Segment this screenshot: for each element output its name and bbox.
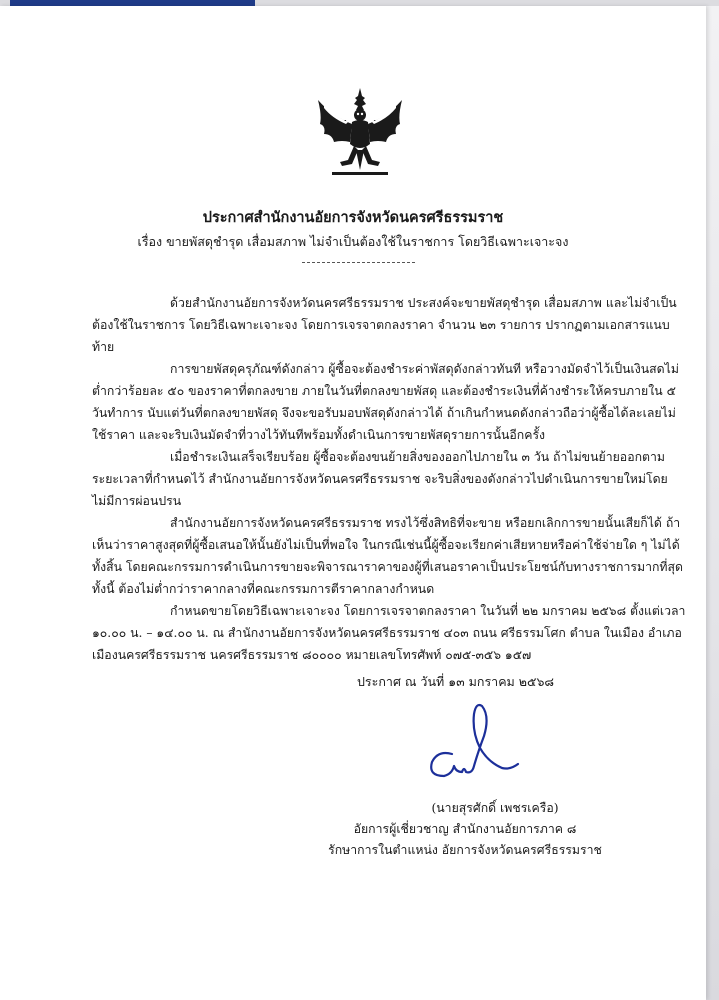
announcement-body [92, 292, 686, 666]
handwritten-signature [418, 696, 528, 786]
body-paragraph: การขายพัสดุครุภัณฑ์ดังกล่าว ผู้ซื้อจะต้องชำระค่าพัสดุดังกล่าวทันที หรือวางมัดจำไว้เป็นเงินสดไม่ต่ำกว่าร้อยละ ๕๐ ของราคาที่ตกลงขาย ภายในวันที่ตกลงขายพัสดุ และต้องชำระเงินที่ค้างชำระให้ครบภายใน ๕ วันทำการ นับแต่วันที่ตกลงขายพัสดุ จึงจะขอรับมอบพัสดุดังกล่าวได้ ถ้าเกินกำหนดดังกล่าวถือว่าผู้ซื้อได้ละเลยไม่ใช้ราคา และจะริบเงินมัดจำที่วางไว้ทันทีพร้อมทั้งดำเนินการขายพัสดุรายการนั้นอีกครั้ง [92, 362, 679, 442]
announcement-date: ประกาศ ณ วันที่ ๑๓ มกราคม ๒๕๖๘ [357, 674, 555, 689]
announcement-title: ประกาศสำนักงานอัยการจังหวัดนครศรีธรรมราช [202, 209, 504, 226]
body-paragraph: สำนักงานอัยการจังหวัดนครศรีธรรมราช ทรงไว้ซึ่งสิทธิที่จะขาย หรือยกเลิกการขายนั้นเสียก็ได้ ถ้าเห็นว่าราคาสูงสุดที่ผู้ซื้อเสนอให้นั้นยังไม่เป็นที่พอใจ ในกรณีเช่นนี้ผู้ซื้อจะเรียกค่าเสียหายหรือค่าใช้จ่ายใด ๆ ไม่ได้ทั้งสิ้น โดยคณะกรรมการดำเนินการขายจะพิจารณาราคาของผู้ที่เสนอราคาเป็นประโยชน์กับทางราชการมากที่สุด ทั้งนี้ ต้องไม่ต่ำกว่าราคากลางที่คณะกรรมการตีราคากลางกำหนด [92, 516, 684, 596]
body-paragraph: ด้วยสำนักงานอัยการจังหวัดนครศรีธรรมราช ประสงค์จะขายพัสดุชำรุด เสื่อมสภาพ และไม่จำเป็นต้องใช้ในราชการ โดยวิธีเฉพาะเจาะจง โดยการเจรจาตกลงราคา จำนวน ๒๓ รายการ ปรากฏตามเอกสารแนบท้าย [92, 296, 677, 354]
document-page [0, 6, 706, 1000]
body-paragraph: กำหนดขายโดยวิธีเฉพาะเจาะจง โดยการเจรจาตกลงราคา ในวันที่ ๒๒ มกราคม ๒๕๖๘ ตั้งแต่เวลา ๑๐.๐๐ น. – ๑๔.๐๐ น. ณ สำนักงานอัยการจังหวัดนครศรีธรรมราช ๔๐๓ ถนน ศรีธรรมโศก ตำบล ในเมือง อำเภอเมืองนครศรีธรรมราช นครศรีธรรมราช ๘๐๐๐๐ หมายเลขโทรศัพท์ ๐๗๕-๓๕๖ ๑๕๗ [92, 604, 686, 662]
dashed-divider [302, 262, 415, 263]
announcement-subject: เรื่อง ขายพัสดุชำรุด เสื่อมสภาพ ไม่จำเป็นต้องใช้ในราชการ โดยวิธีเฉพาะเจาะจง [137, 234, 569, 249]
signer-position: อัยการผู้เชี่ยวชาญ สำนักงานอัยการภาค ๘ [353, 822, 577, 836]
garuda-emblem-icon [312, 86, 408, 182]
signer-block [320, 798, 610, 861]
body-paragraph: เมื่อชำระเงินเสร็จเรียบร้อย ผู้ซื้อจะต้องขนย้ายสิ่งของออกไปภายใน ๓ วัน ถ้าไม่ขนย้ายออกตามระยะเวลาที่กำหนดไว้ สำนักงานอัยการจังหวัดนครศรีธรรมราช จะริบสิ่งของดังกล่าวไปดำเนินการขายใหม่โดยไม่มีการผ่อนปรน [92, 450, 668, 508]
signer-name: (นายสุรศักดิ์ เพชรเครือ) [431, 801, 559, 815]
signer-acting-position: รักษาการในตำแหน่ง อัยการจังหวัดนครศรีธรรมราช [328, 843, 602, 857]
